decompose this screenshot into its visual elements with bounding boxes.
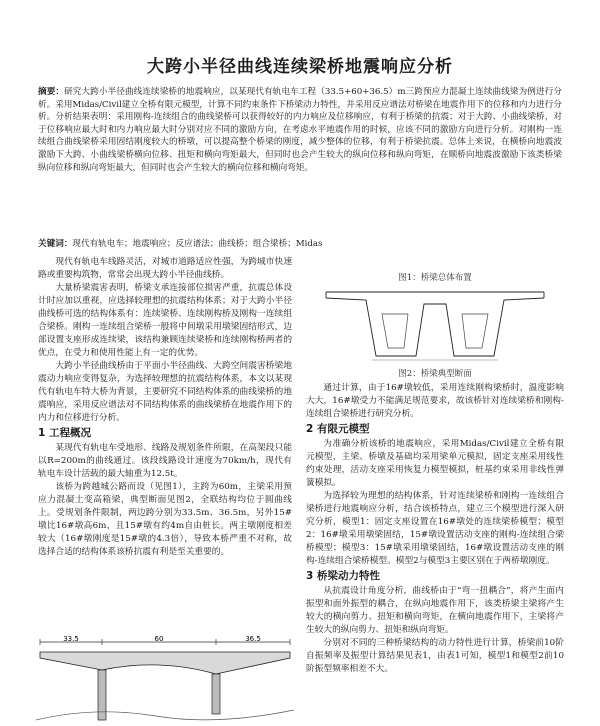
span-length-3: 36.5 <box>245 636 261 643</box>
paper-title: 大跨小半径曲线连续梁桥地震响应分析 <box>147 57 453 77</box>
section-1-paragraph-1: 某现代有轨电车受地形、线路及规划条件所限，在高架段只能以R=200m的曲线通过。该段线路设计速度为70km/h，现代有轨电车设计活载的最大轴重为12.5t。 <box>38 443 292 479</box>
intro-paragraph-2: 大量桥梁震害表明，桥梁支承连接部位损害严重，抗震总体设计时应加以重视，应选择较理想的抗震结构体系；对于大跨小半径曲线桥可选的结构体系有：连续梁桥、连续刚构桥及刚构一连续组合梁桥。刚构一连续组合梁桥一般将中间墩采用墩梁固结形式，边部设置支座形成连续梁，该结构兼顾连续梁桥和连续刚构桥两者的优点，在受力和使用性能上有一定的优势。 <box>38 283 292 358</box>
section-3-paragraph-2: 分别对不同的三种桥梁结构的动力特性进行计算，桥梁前10阶自振频率及振型计算结果见表1，由表1可知，模型1和模型2前10阶振型频率相差不大。 <box>306 638 564 674</box>
figure-1-caption: 图1：桥梁总体布置 <box>398 273 472 283</box>
girder-shape <box>40 652 290 674</box>
pier-15 <box>98 670 106 720</box>
abstract-text: 研究大跨小半径曲线连续梁桥的地震响应，以某现代有轨电车工程（33.5+60+36.5）m三跨预应力混凝土连续曲线梁为例进行分析。采用Midas/Civil建立全桥有限元模型，计算不同约束条件下桥梁动力特性，并采用反应谱法对桥梁在地震作用下的位移和内力进行分析。分析结果表明：采用刚构-连续组合的曲线梁桥可以获得较好的内力响应及位移响应，有利于桥梁的抗震；对于大跨、小曲线梁桥，对于位移响应最大时和内力响应最大时分别对应不同的激励方向，在考虑水平地震作用的时候，应该不同的激励方向进行分析。对刚构一连续组合曲线梁桥采用固结刚度较大的桥墩，可以提高整个桥梁的刚度，减少整体的位移，有利于桥梁抗震。总体上来说，在横桥向地震波激励下大跨、小曲线梁桥横向位移、扭矩和横向弯矩最大，但同时也会产生较大的纵向位移和纵向弯矩，在顺桥向地震波激励下该类桥梁纵向位移和纵向弯矩最大，但同时也会产生较大的横向位移和横向弯矩。 <box>38 87 562 173</box>
keywords <box>38 238 562 250</box>
span-length-2: 60 <box>154 636 164 643</box>
abstract-label: 摘要： <box>38 87 65 97</box>
section-2-heading: 2 有限元模型 <box>306 423 370 435</box>
bridge-elevation-figure <box>36 636 294 726</box>
keywords-text: 现代有轨电车；地震响应；反应谱法；曲线桥；组合梁桥；Midas <box>72 239 323 249</box>
pier-16 <box>212 674 220 714</box>
section-3-heading: 3 桥梁动力特性 <box>306 570 380 582</box>
section-1-heading: 1 工程概况 <box>38 427 91 439</box>
ground-line <box>36 710 294 720</box>
left-column <box>38 256 292 559</box>
figure-2-section <box>306 286 564 366</box>
right-column <box>306 256 564 676</box>
bridge-elevation-drawing <box>36 636 294 726</box>
section-2-paragraph-1: 为准确分析该桥的地震响应，采用Midas/Civil建立全桥有限元模型，主梁、桥墩及基础均采用梁单元模拟，固定支座采用线性约束处理，活动支座采用恢复力模型模拟，桩基约束采用非线性弹簧模拟。 <box>306 439 564 488</box>
girder-section-drawing <box>306 286 564 366</box>
intro-paragraph-1: 现代有轨电车线路灵活，对城市道路适应性强，为跨城市快速路或重要构筑物，常常会出现大跨小半径曲线桥。 <box>38 257 292 280</box>
span-length-1: 33.5 <box>63 636 79 643</box>
intro-paragraph-3: 大跨小半径曲线桥由于平面小半径曲线、大跨空间震害桥梁地震动力响应变得复杂，为选择较理想的抗震结构体系，本文以某现代有轨电车特大桥为背景，主要研究不同结构体系的曲线梁桥的地震响应，采用反应谱法对不同结构体系的曲线梁桥在地震作用下的内力和位移进行分析。 <box>38 361 292 423</box>
keywords-label: 关键词： <box>38 239 73 249</box>
left-cell <box>382 314 408 348</box>
para-after-figure-2: 通过计算，由于16#墩较低，采用连续刚构梁桥时，温度影响大大，16#墩受力不能满足规范要求，故该桥针对连续梁桥和刚构-连续组合梁桥进行研究分析。 <box>306 383 564 419</box>
figure-2-caption: 图2：桥梁典型断面 <box>398 369 472 379</box>
section-1-paragraph-2: 该桥为跨越城公路而设（见图1），主跨为60m，主梁采用预应力混凝土变高箱梁，典型断面见图2，全联结构均位于圆曲线上。受规划条件限制，两边跨分别为33.5m、36.5m，另外15#墩比16#墩高6m，且15#墩有约4m自由桩长。两主墩刚度相差较大（16#墩刚度是15#墩的4.3倍），导致本桥严重不对称，故选择合适的结构体系该桥抗震有利是至关重要的。 <box>38 482 292 557</box>
abstract <box>38 86 562 174</box>
section-2-paragraph-2: 为选择较为理想的结构体系，针对连续梁桥和刚构一连续组合梁桥进行地震响应分析，结合该桥特点，建立三个模型进行深入研究分析，模型1：固定支座设置在16#墩处的连续梁桥模型；模型2：16#墩采用墩梁固结，15#墩设置活动支座的刚构-连续组合梁桥模型；模型3：15#墩采用墩梁固结，16#墩设置活动支座的刚构-连续组合梁桥模型。模型2与模型3主要区别在于两桥墩刚度。 <box>306 491 564 566</box>
section-3-paragraph-1: 从抗震设计角度分析，曲线桥由于“弯一扭耦合”，将产生面内振型和面外振型的耦合，在纵向地震作用下，该类桥梁主梁将产生较大的横向剪力、扭矩和横向弯矩，在横向地震作用下，主梁将产生较大的纵向剪力、扭矩和纵向弯矩。 <box>306 586 564 635</box>
right-cell <box>462 314 488 348</box>
section-outline <box>326 298 544 356</box>
